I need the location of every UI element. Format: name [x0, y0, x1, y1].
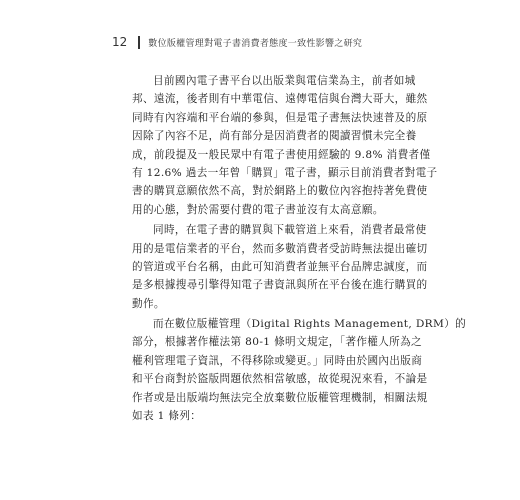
- text-line: 書的購買意願依然不高，對於網路上的數位內容抱持著免費使: [132, 185, 428, 198]
- text-line: 有 12.6% 過去一年曾「購買」電子書，顯示目前消費者對電子: [132, 166, 438, 179]
- text-line: 和平台商對於盜版問題依然相當敏感，故從現況來看，不論是: [132, 373, 428, 386]
- text-line: 權利管理電子資訊，不得移除或變更。」同時由於國內出版商: [132, 354, 423, 367]
- text-line: 目前國內電子書平台以出版業與電信業為主，前者如城: [153, 75, 416, 87]
- running-header-title: 數位版權管理對電子書消費者態度一致性影響之研究: [148, 38, 363, 49]
- text-line: 部分，根據著作權法第 80-1 條明文規定，「著作權人所為之: [132, 336, 422, 349]
- header-divider: [138, 36, 140, 49]
- text-line: 因除了內容不足，尚有部分是因消費者的閱讀習慣未完全養: [132, 130, 417, 143]
- page-number: 12: [112, 35, 128, 49]
- paragraph-2: [132, 221, 428, 313]
- body-text: [132, 72, 467, 425]
- text-line: 成，前段提及一般民眾中有電子書使用經驗的 9.8% 消費者僅: [132, 148, 431, 161]
- text-line: 而在數位版權管理（Digital Rights Management, DRM）的: [153, 318, 467, 331]
- paragraph-3: [132, 315, 467, 425]
- text-line: 是多根據搜尋引擎得知電子書資訊與所在平台後在進行購買的: [132, 279, 428, 292]
- running-header: [112, 33, 362, 51]
- text-line: 如表 1 條列：: [132, 410, 202, 423]
- text-line: 的管道或平台名稱，由此可知消費者並無平台品牌忠誠度，而: [132, 260, 428, 273]
- paragraph-1: [132, 72, 438, 219]
- text-line: 用的心態，對於需要付費的電子書並沒有太高意願。: [132, 203, 384, 216]
- text-line: 同時，在電子書的購買與下載管道上來看，消費者最常使: [153, 224, 427, 237]
- text-line: 邦、遠流，後者則有中華電信、遠傳電信與台灣大哥大，雖然: [132, 93, 428, 106]
- text-line: 作者或是出版端均無法完全放棄數位版權管理機制，相關法規: [132, 391, 428, 404]
- text-line: 動作。: [132, 297, 165, 310]
- text-line: 同時有內容端和平台端的參與，但是電子書無法快速普及的原: [132, 111, 428, 124]
- text-line: 用的是電信業者的平台，然而多數消費者受訪時無法提出確切: [132, 242, 428, 255]
